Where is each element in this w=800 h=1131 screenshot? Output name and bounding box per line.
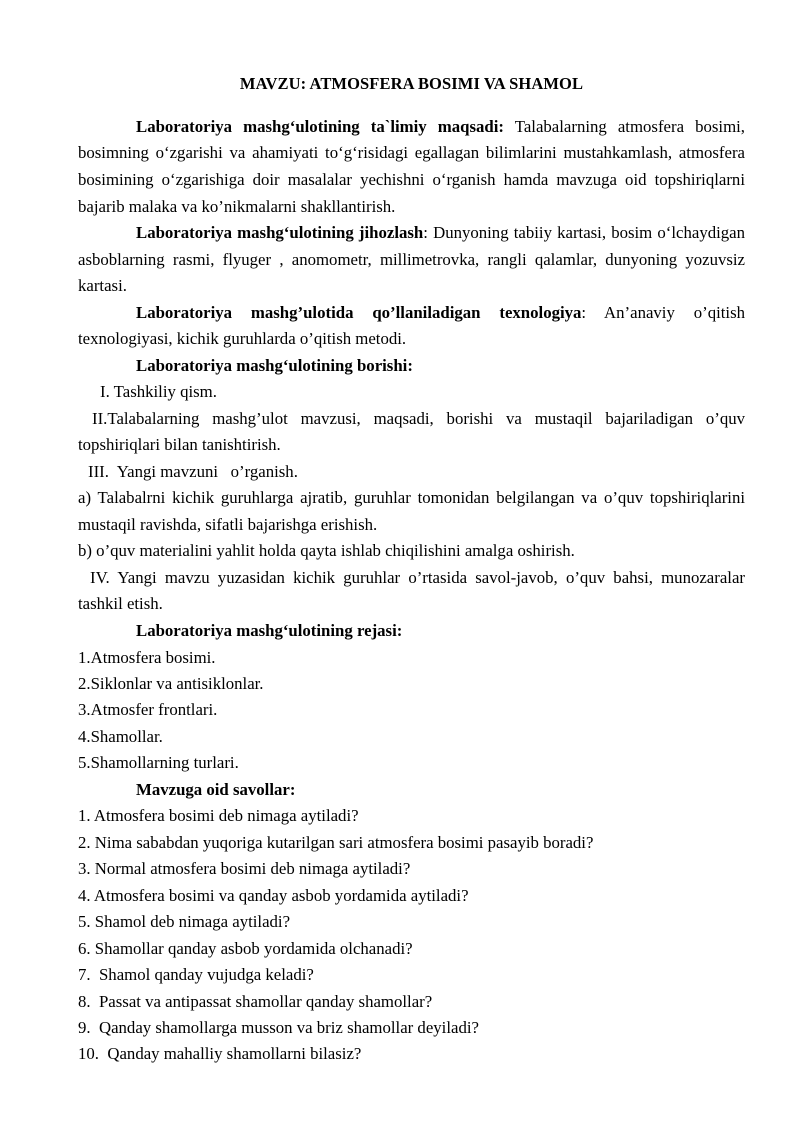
page-title: MAVZU: ATMOSFERA BOSIMI VA SHAMOL	[239, 74, 584, 93]
plan-item-4: 4.Shamollar.	[78, 726, 163, 746]
question-item-2: 2. Nima sababdan yuqoriga kutarilgan sari atmosfera bosimi pasayib boradi?	[78, 832, 594, 852]
purpose-label: Laboratoriya mashg‘ulotining ta`limiy maqsadi:	[136, 116, 504, 136]
progress-step-a: a) Talabalrni kichik guruhlarga ajratib, guruhlar tomonidan belgilangan va o’quv topshiriqlarini mustaqil ravishda, sifatli bajarishga erishish.	[78, 488, 745, 534]
purpose-paragraph	[78, 114, 745, 220]
progress-step-2: II.Talabalarning mashg’ulot mavzusi, maqsadi, borishi va mustaqil bajariladigan o’quv topshiriqlari bilan tanishtirish.	[78, 408, 745, 455]
plan-item-3: 3.Atmosfer frontlari.	[78, 700, 218, 720]
questions-heading: Mavzuga oid savollar:	[136, 779, 296, 799]
purpose-body: Talabalarning atmosfera bosimi, bosimning o‘zgarishi va ahamiyati to‘g‘risidagi egallagan bilimlarini mustahkamlash, atmosfera bosimining o‘zgarishiga doir masalalar yechishni o‘rganish hamda mavzuga oid topshiriqlarni bajarib malaka va ko’nikmalarni shakllantirish.	[78, 116, 745, 216]
progress-step-4: IV. Yangi mavzu yuzasidan kichik guruhlar o’rtasida savol-javob, o’quv bahsi, munozaralar tashkil etish.	[78, 567, 745, 614]
question-item-8: 8. Passat va antipassat shamollar qanday shamollar?	[78, 991, 433, 1011]
technology-paragraph	[78, 300, 745, 353]
plan-heading: Laboratoriya mashg‘ulotining rejasi:	[136, 621, 403, 641]
equipment-label: Laboratoriya mashg‘ulotining jihozlash	[136, 223, 424, 243]
technology-label: Laboratoriya mashg’ulotida qo’llaniladigan texnologiya	[136, 302, 582, 322]
question-item-7: 7. Shamol qanday vujudga keladi?	[78, 965, 314, 985]
plan-item-2: 2.Siklonlar va antisiklonlar.	[78, 674, 264, 693]
plan-item-5: 5.Shamollarning turlari.	[78, 753, 239, 773]
progress-step-3: III. Yangi mavzuni o’rganish.	[88, 461, 298, 481]
question-item-5: 5. Shamol deb nimaga aytiladi?	[78, 912, 291, 932]
plan-item-1: 1.Atmosfera bosimi.	[78, 647, 216, 667]
question-item-1: 1. Atmosfera bosimi deb nimaga aytiladi?	[78, 806, 359, 826]
question-item-3: 3. Normal atmosfera bosimi deb nimaga aytiladi?	[78, 859, 411, 879]
equipment-paragraph	[78, 220, 745, 300]
question-item-10: 10. Qanday mahalliy shamollarni bilasiz?	[78, 1044, 362, 1064]
technology-body: : An’anaviy o’qitish texnologiyasi, kichik guruhlarda o’qitish metodi.	[78, 302, 745, 349]
progress-step-1: I. Tashkiliy qism.	[100, 382, 217, 402]
progress-heading: Laboratoriya mashg‘ulotining borishi:	[136, 355, 413, 375]
question-item-4: 4. Atmosfera bosimi va qanday asbob yordamida aytiladi?	[78, 885, 469, 905]
progress-step-b: b) o’quv materialini yahlit holda qayta ishlab chiqilishini amalga oshirish.	[78, 541, 575, 561]
question-item-9: 9. Qanday shamollarga musson va briz shamollar deyiladi?	[78, 1017, 479, 1037]
equipment-body: : Dunyoning tabiiy kartasi, bosim o‘lchaydigan asboblarning rasmi, flyuger , anomometr, millimetrovka, rangli qalamlar, dunyoning yozuvsiz kartasi.	[78, 223, 745, 296]
question-item-6: 6. Shamollar qanday asbob yordamida olchanadi?	[78, 938, 413, 958]
